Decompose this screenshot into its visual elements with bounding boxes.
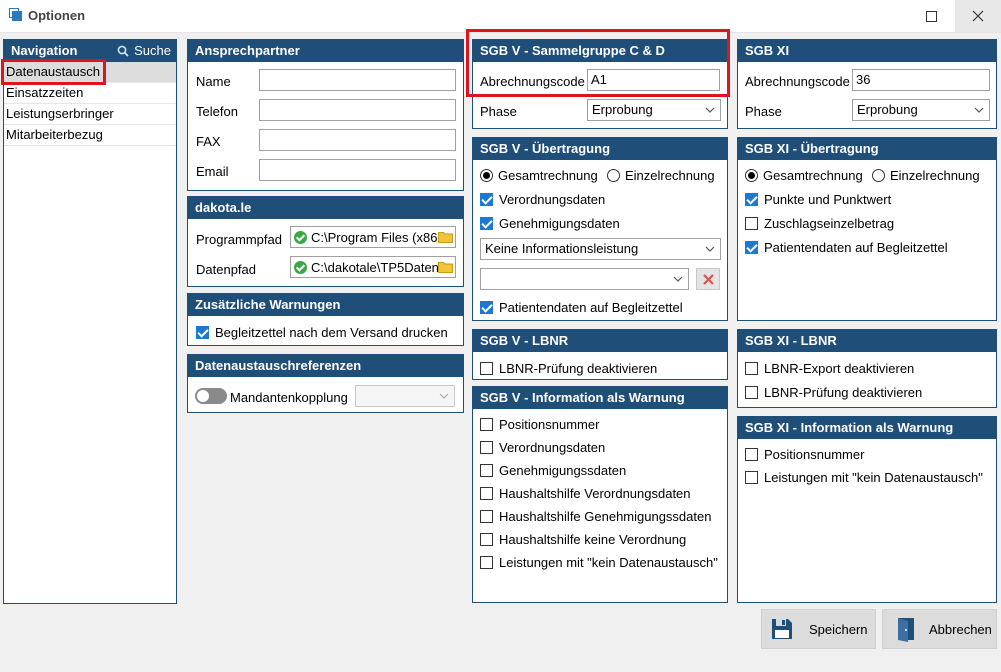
sgbxi-patientendaten-checkbox[interactable] bbox=[745, 240, 948, 255]
patientendaten-label: Patientendaten auf Begleitzettel bbox=[499, 300, 683, 315]
leistung-select[interactable] bbox=[480, 268, 689, 290]
informationsleistung-select[interactable] bbox=[480, 238, 721, 260]
info-item-label: Haushaltshilfe Verordnungsdaten bbox=[499, 486, 691, 501]
ansprechpartner-panel bbox=[187, 39, 464, 191]
sgbxi-abrechnungscode-input[interactable]: 36 bbox=[852, 69, 990, 91]
gesamtrechnung-label: Gesamtrechnung bbox=[498, 168, 598, 183]
sgbxi-phase-select[interactable] bbox=[852, 99, 990, 121]
search-label: Suche bbox=[134, 43, 171, 58]
mandantenkopplung-label: Mandantenkopplung bbox=[230, 390, 348, 405]
warnungen-panel bbox=[187, 293, 464, 346]
checkbox-box[interactable] bbox=[745, 362, 758, 375]
radio-circle[interactable] bbox=[872, 169, 885, 182]
sgbxi-uebertragung-header: SGB XI - Übertragung bbox=[738, 138, 996, 160]
sgbv-lbnr-panel bbox=[472, 329, 728, 380]
checkbox-box[interactable] bbox=[480, 441, 493, 454]
chevron-down-icon bbox=[973, 104, 985, 116]
checkbox-box[interactable] bbox=[480, 418, 493, 431]
app-window-icon bbox=[9, 8, 22, 21]
datenpfad-field[interactable] bbox=[290, 256, 456, 278]
name-input[interactable] bbox=[259, 69, 456, 91]
sgbxi-lbnr-header: SGB XI - LBNR bbox=[738, 330, 996, 352]
patientendaten-checkbox[interactable] bbox=[480, 300, 683, 315]
programmpfad-label: Programmpfad bbox=[196, 232, 282, 247]
mandantenkopplung-toggle[interactable] bbox=[195, 388, 227, 404]
lbnr-export-checkbox[interactable] bbox=[745, 361, 914, 376]
email-input[interactable] bbox=[259, 159, 456, 181]
phase-select[interactable] bbox=[587, 99, 721, 121]
info-item-label: Haushaltshilfe keine Verordnung bbox=[499, 532, 687, 547]
telefon-label: Telefon bbox=[196, 104, 238, 119]
navigation-panel bbox=[3, 39, 177, 604]
sgbxi-info-header: SGB XI - Information als Warnung bbox=[738, 417, 996, 439]
lbnr-pruefung-checkbox[interactable] bbox=[480, 361, 657, 376]
checkbox-box[interactable] bbox=[745, 448, 758, 461]
sgbv-sammelgruppe-panel bbox=[472, 39, 728, 129]
checkbox-box[interactable] bbox=[480, 487, 493, 500]
maximize-icon bbox=[926, 11, 937, 22]
checkbox-box[interactable] bbox=[196, 326, 209, 339]
abrechnungscode-input[interactable]: A1 bbox=[587, 69, 720, 91]
sgbxi-abrechnungscode-label: Abrechnungscode bbox=[745, 74, 850, 89]
info-item-label: Leistungen mit "kein Datenaustausch" bbox=[499, 555, 718, 570]
dakota-header: dakota.le bbox=[188, 197, 463, 219]
zuschlag-label: Zuschlagseinzelbetrag bbox=[764, 216, 895, 231]
programmpfad-field[interactable] bbox=[290, 226, 456, 248]
sgbxi-positionsnummer-label: Positionsnummer bbox=[764, 447, 865, 462]
navigation-title: Navigation bbox=[11, 43, 78, 58]
datenpfad-value: C:\dakotale\TP5Daten bbox=[311, 259, 439, 275]
einzelrechnung-label: Einzelrechnung bbox=[625, 168, 715, 183]
info-item-label: Positionsnummer bbox=[499, 417, 600, 432]
checkbox-box[interactable] bbox=[480, 193, 493, 206]
save-label: Speichern bbox=[809, 621, 868, 637]
chevron-down-icon bbox=[672, 273, 684, 285]
checkbox-box[interactable] bbox=[480, 464, 493, 477]
sgbv-uebertragung-header: SGB V - Übertragung bbox=[473, 138, 727, 160]
close-icon bbox=[972, 10, 984, 22]
sgbxi-phase-label: Phase bbox=[745, 104, 782, 119]
info-hh-verordnungsdaten-checkbox[interactable] bbox=[480, 486, 691, 501]
sidebar-item-mitarbeiterbezug[interactable]: Mitarbeiterbezug bbox=[4, 125, 176, 146]
info-item-label: Verordnungsdaten bbox=[499, 440, 606, 455]
check-ok-icon bbox=[294, 261, 307, 274]
genehmigungsdaten-checkbox[interactable] bbox=[480, 216, 620, 231]
sgbv-info-panel bbox=[472, 386, 728, 603]
referenzen-header: Datenaustauschreferenzen bbox=[188, 355, 463, 377]
fax-label: FAX bbox=[196, 134, 221, 149]
status-bar bbox=[0, 651, 1001, 672]
info-item-label: Genehmigungssdaten bbox=[499, 463, 627, 478]
checkbox-box[interactable] bbox=[745, 241, 758, 254]
checkbox-box[interactable] bbox=[480, 217, 493, 230]
name-label: Name bbox=[196, 74, 231, 89]
radio-circle[interactable] bbox=[745, 169, 758, 182]
window-title: Optionen bbox=[28, 8, 86, 23]
mandant-select[interactable] bbox=[355, 385, 455, 407]
sgbxi-kein-datenaustausch-label: Leistungen mit "kein Datenaustausch" bbox=[764, 470, 983, 485]
zuschlag-checkbox[interactable] bbox=[745, 216, 894, 231]
sgbxi-patientendaten-label: Patientendaten auf Begleitzettel bbox=[764, 240, 948, 255]
sidebar-item-leistungserbringer[interactable]: Leistungserbringer bbox=[4, 104, 176, 125]
exit-door-icon bbox=[895, 616, 919, 642]
radio-circle[interactable] bbox=[607, 169, 620, 182]
genehmigungsdaten-label: Genehmigungsdaten bbox=[499, 216, 620, 231]
sgbv-uebertragung-panel bbox=[472, 137, 728, 321]
folder-icon[interactable] bbox=[438, 261, 453, 273]
checkbox-box[interactable] bbox=[745, 217, 758, 230]
punkte-label: Punkte und Punktwert bbox=[764, 192, 892, 207]
sidebar-item-einsatzzeiten[interactable]: Einsatzzeiten bbox=[4, 83, 176, 104]
info-genehmigungsdaten-checkbox[interactable] bbox=[480, 463, 626, 478]
referenzen-panel bbox=[187, 354, 464, 413]
floppy-disk-icon bbox=[770, 617, 794, 641]
programmpfad-value: C:\Program Files (x86 bbox=[311, 229, 438, 245]
save-button[interactable] bbox=[761, 609, 876, 649]
checkbox-box[interactable] bbox=[480, 510, 493, 523]
abrechnungscode-label: Abrechnungscode bbox=[480, 74, 585, 89]
check-ok-icon bbox=[294, 231, 307, 244]
informationsleistung-value: Keine Informationsleistung bbox=[485, 241, 639, 256]
cancel-label: Abbrechen bbox=[929, 621, 992, 637]
sidebar-item-datenaustausch[interactable]: Datenaustausch bbox=[4, 62, 176, 83]
begleitzettel-label: Begleitzettel nach dem Versand drucken bbox=[215, 325, 448, 340]
search-icon bbox=[117, 45, 129, 57]
close-button[interactable] bbox=[955, 0, 1001, 32]
begleitzettel-checkbox[interactable] bbox=[196, 325, 448, 340]
info-verordnungsdaten-checkbox[interactable] bbox=[480, 440, 605, 455]
checkbox-box[interactable] bbox=[745, 386, 758, 399]
info-positionsnummer-checkbox[interactable] bbox=[480, 417, 599, 432]
radio-einzelrechnung[interactable] bbox=[607, 168, 715, 183]
info-item-label: Haushaltshilfe Genehmigungssdaten bbox=[499, 509, 712, 524]
warnungen-header: Zusätzliche Warnungen bbox=[188, 294, 463, 316]
sgbxi-phase-value: Erprobung bbox=[857, 102, 918, 117]
checkbox-box[interactable] bbox=[480, 556, 493, 569]
sgbxi-header: SGB XI bbox=[738, 40, 996, 62]
title-bar bbox=[0, 0, 1001, 33]
lbnr-export-label: LBNR-Export deaktivieren bbox=[764, 361, 915, 376]
sgbxi-einzelrechnung-label: Einzelrechnung bbox=[890, 168, 980, 183]
info-kein-datenaustausch-checkbox[interactable] bbox=[480, 555, 718, 570]
navigation-header bbox=[4, 40, 176, 62]
sgbxi-radio-gesamtrechnung[interactable] bbox=[745, 168, 863, 183]
close-icon bbox=[703, 274, 714, 285]
verordnungsdaten-label: Verordnungsdaten bbox=[499, 192, 606, 207]
checkbox-box[interactable] bbox=[480, 533, 493, 546]
sgbxi-uebertragung-panel bbox=[737, 137, 997, 321]
info-hh-keine-verordnung-checkbox[interactable] bbox=[480, 532, 686, 547]
chevron-down-icon bbox=[704, 243, 716, 255]
telefon-input[interactable] bbox=[259, 99, 456, 121]
chevron-down-icon bbox=[438, 390, 450, 402]
checkbox-box[interactable] bbox=[480, 301, 493, 314]
email-label: Email bbox=[196, 164, 229, 179]
radio-gesamtrechnung[interactable] bbox=[480, 168, 598, 183]
checkbox-box[interactable] bbox=[480, 362, 493, 375]
radio-circle[interactable] bbox=[480, 169, 493, 182]
lbnr-pruefung-label: LBNR-Prüfung deaktivieren bbox=[499, 361, 658, 376]
sgbv-sammelgruppe-header: SGB V - Sammelgruppe C & D bbox=[473, 40, 727, 62]
ansprechpartner-header: Ansprechpartner bbox=[188, 40, 463, 62]
search-button[interactable] bbox=[117, 40, 171, 62]
sgbxi-radio-einzelrechnung[interactable] bbox=[872, 168, 980, 183]
phase-label: Phase bbox=[480, 104, 517, 119]
dakota-panel bbox=[187, 196, 464, 287]
punkte-checkbox[interactable] bbox=[745, 192, 891, 207]
verordnungsdaten-checkbox[interactable] bbox=[480, 192, 605, 207]
datenpfad-label: Datenpfad bbox=[196, 262, 256, 277]
sgbxi-panel bbox=[737, 39, 997, 129]
maximize-button[interactable] bbox=[908, 0, 954, 32]
sgbxi-lbnr-pruefung-label: LBNR-Prüfung deaktivieren bbox=[764, 385, 923, 400]
sgbv-info-header: SGB V - Information als Warnung bbox=[473, 387, 727, 409]
folder-icon[interactable] bbox=[438, 231, 453, 243]
sgbxi-lbnr-panel bbox=[737, 329, 997, 408]
sgbxi-info-panel bbox=[737, 416, 997, 603]
sgbxi-positionsnummer-checkbox[interactable] bbox=[745, 447, 864, 462]
fax-input[interactable] bbox=[259, 129, 456, 151]
sgbxi-lbnr-pruefung-checkbox[interactable] bbox=[745, 385, 922, 400]
checkbox-box[interactable] bbox=[745, 193, 758, 206]
sgbxi-kein-datenaustausch-checkbox[interactable] bbox=[745, 470, 983, 485]
sgbxi-gesamtrechnung-label: Gesamtrechnung bbox=[763, 168, 863, 183]
phase-value: Erprobung bbox=[592, 102, 653, 117]
checkbox-box[interactable] bbox=[745, 471, 758, 484]
info-hh-genehmigungsdaten-checkbox[interactable] bbox=[480, 509, 711, 524]
sgbv-lbnr-header: SGB V - LBNR bbox=[473, 330, 727, 352]
clear-button[interactable] bbox=[696, 268, 720, 290]
cancel-button[interactable] bbox=[882, 609, 997, 649]
chevron-down-icon bbox=[704, 104, 716, 116]
